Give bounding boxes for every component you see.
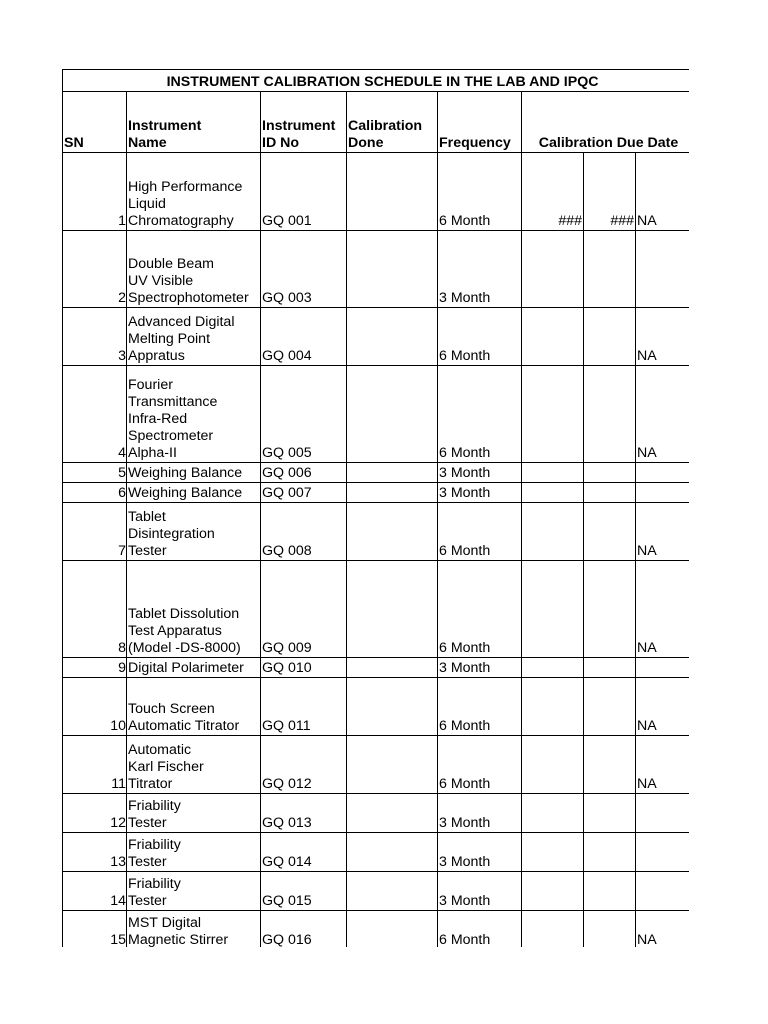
cell-instrument-name[interactable]: High Performance Liquid Chromatography (127, 153, 261, 231)
cell-instrument-name[interactable]: Digital Polarimeter (127, 658, 261, 678)
cell-calibration-done[interactable] (347, 153, 438, 231)
cell-frequency[interactable]: 3 Month (438, 794, 522, 833)
header-instrument-id: Instrument ID No (261, 92, 347, 153)
cell-sn[interactable]: 7 (63, 503, 127, 561)
cell-due-date-2[interactable] (584, 794, 636, 833)
table-row (63, 794, 690, 833)
cell-sn[interactable]: 9 (63, 658, 127, 678)
cell-frequency[interactable]: 6 Month (438, 678, 522, 736)
cell-due-date-2[interactable] (584, 658, 636, 678)
cell-instrument-id[interactable]: GQ 015 (261, 872, 347, 911)
cell-due-date-1[interactable] (522, 658, 584, 678)
cell-calibration-done[interactable] (347, 231, 438, 308)
cell-due-date-2[interactable] (584, 911, 636, 948)
cell-due-date-2[interactable] (584, 308, 636, 366)
cell-instrument-name[interactable]: Tablet Disintegration Tester (127, 503, 261, 561)
cell-due-date-3[interactable]: NA (636, 561, 690, 658)
cell-due-date-2[interactable] (584, 561, 636, 658)
cell-due-date-1[interactable] (522, 833, 584, 872)
cell-due-date-3[interactable] (636, 794, 690, 833)
table-row (63, 366, 690, 463)
cell-calibration-done[interactable] (347, 678, 438, 736)
cell-calibration-done[interactable] (347, 658, 438, 678)
cell-instrument-id[interactable]: GQ 009 (261, 561, 347, 658)
cell-instrument-name[interactable]: Tablet Dissolution Test Apparatus (Model -DS-8000) (127, 561, 261, 658)
table-row (63, 483, 690, 503)
table-row (63, 308, 690, 366)
cell-frequency[interactable]: 6 Month (438, 736, 522, 794)
cell-due-date-1[interactable] (522, 911, 584, 948)
cell-frequency[interactable]: 3 Month (438, 658, 522, 678)
cell-due-date-3[interactable] (636, 231, 690, 308)
cell-sn[interactable]: 2 (63, 231, 127, 308)
cell-frequency[interactable]: 6 Month (438, 308, 522, 366)
cell-due-date-3[interactable]: NA (636, 308, 690, 366)
cell-sn[interactable]: 4 (63, 366, 127, 463)
header-calibration-done: Calibration Done (347, 92, 438, 153)
cell-instrument-id[interactable]: GQ 011 (261, 678, 347, 736)
cell-frequency[interactable]: 6 Month (438, 503, 522, 561)
cell-instrument-name[interactable]: Fourier Transmittance Infra-Red Spectrometer Alpha-II (127, 366, 261, 463)
cell-due-date-3[interactable]: NA (636, 153, 690, 231)
cell-due-date-1[interactable]: ### (522, 153, 584, 231)
table-row (63, 231, 690, 308)
cell-instrument-name[interactable]: Weighing Balance (127, 483, 261, 503)
cell-due-date-1[interactable] (522, 483, 584, 503)
cell-sn[interactable]: 14 (63, 872, 127, 911)
cell-instrument-name[interactable]: Advanced Digital Melting Point Appratus (127, 308, 261, 366)
cell-sn[interactable]: 5 (63, 463, 127, 483)
cell-due-date-1[interactable] (522, 794, 584, 833)
cell-due-date-1[interactable] (522, 503, 584, 561)
cell-due-date-3[interactable] (636, 463, 690, 483)
cell-frequency[interactable]: 6 Month (438, 153, 522, 231)
header-row (63, 92, 690, 153)
cell-sn[interactable]: 1 (63, 153, 127, 231)
cell-instrument-name[interactable]: Automatic Karl Fischer Titrator (127, 736, 261, 794)
table-row (63, 833, 690, 872)
cell-sn[interactable]: 15 (63, 911, 127, 948)
cell-due-date-3[interactable] (636, 833, 690, 872)
table-row (63, 911, 690, 948)
cell-due-date-2[interactable] (584, 483, 636, 503)
cell-sn[interactable]: 6 (63, 483, 127, 503)
cell-instrument-id[interactable]: GQ 003 (261, 231, 347, 308)
cell-due-date-2[interactable]: ### (584, 153, 636, 231)
cell-due-date-2[interactable] (584, 736, 636, 794)
cell-due-date-1[interactable] (522, 366, 584, 463)
cell-calibration-done[interactable] (347, 911, 438, 948)
cell-calibration-done[interactable] (347, 463, 438, 483)
cell-due-date-1[interactable] (522, 736, 584, 794)
cell-frequency[interactable]: 6 Month (438, 366, 522, 463)
cell-frequency[interactable]: 6 Month (438, 911, 522, 948)
cell-instrument-name[interactable]: Friability Tester (127, 872, 261, 911)
cell-instrument-id[interactable]: GQ 010 (261, 658, 347, 678)
cell-due-date-2[interactable] (584, 366, 636, 463)
cell-instrument-id[interactable]: GQ 006 (261, 463, 347, 483)
header-instrument-name: Instrument Name (127, 92, 261, 153)
cell-sn[interactable]: 11 (63, 736, 127, 794)
cell-instrument-id[interactable]: GQ 001 (261, 153, 347, 231)
cell-calibration-done[interactable] (347, 794, 438, 833)
cell-sn[interactable]: 8 (63, 561, 127, 658)
calibration-table (62, 69, 689, 947)
cell-instrument-id[interactable]: GQ 013 (261, 794, 347, 833)
cell-instrument-id[interactable]: GQ 008 (261, 503, 347, 561)
cell-sn[interactable]: 3 (63, 308, 127, 366)
cell-calibration-done[interactable] (347, 736, 438, 794)
cell-due-date-2[interactable] (584, 231, 636, 308)
table-row (63, 561, 690, 658)
cell-sn[interactable]: 10 (63, 678, 127, 736)
cell-instrument-name[interactable]: Weighing Balance (127, 463, 261, 483)
cell-instrument-name[interactable]: Friability Tester (127, 833, 261, 872)
cell-due-date-3[interactable] (636, 483, 690, 503)
cell-instrument-name[interactable]: Double Beam UV Visible Spectrophotometer (127, 231, 261, 308)
table-row (63, 463, 690, 483)
header-calibration-due-date: Calibration Due Date (522, 92, 690, 153)
cell-calibration-done[interactable] (347, 503, 438, 561)
cell-due-date-1[interactable] (522, 561, 584, 658)
sheet-title: INSTRUMENT CALIBRATION SCHEDULE IN THE LAB AND IPQC (63, 70, 690, 92)
cell-frequency[interactable]: 3 Month (438, 872, 522, 911)
cell-instrument-id[interactable]: GQ 005 (261, 366, 347, 463)
table-row (63, 503, 690, 561)
table-row (63, 736, 690, 794)
spreadsheet (62, 69, 689, 947)
cell-due-date-2[interactable] (584, 833, 636, 872)
cell-calibration-done[interactable] (347, 833, 438, 872)
cell-calibration-done[interactable] (347, 483, 438, 503)
cell-instrument-id[interactable]: GQ 004 (261, 308, 347, 366)
cell-due-date-2[interactable] (584, 463, 636, 483)
cell-sn[interactable]: 13 (63, 833, 127, 872)
cell-frequency[interactable]: 3 Month (438, 483, 522, 503)
cell-due-date-3[interactable] (636, 658, 690, 678)
cell-due-date-1[interactable] (522, 678, 584, 736)
cell-due-date-1[interactable] (522, 231, 584, 308)
cell-instrument-name[interactable]: Touch Screen Automatic Titrator (127, 678, 261, 736)
cell-due-date-1[interactable] (522, 308, 584, 366)
cell-frequency[interactable]: 3 Month (438, 833, 522, 872)
cell-due-date-3[interactable] (636, 872, 690, 911)
cell-due-date-3[interactable]: NA (636, 366, 690, 463)
cell-sn[interactable]: 12 (63, 794, 127, 833)
cell-instrument-id[interactable]: GQ 012 (261, 736, 347, 794)
cell-due-date-2[interactable] (584, 872, 636, 911)
cell-instrument-id[interactable]: GQ 014 (261, 833, 347, 872)
title-row (63, 70, 690, 92)
cell-frequency[interactable]: 3 Month (438, 463, 522, 483)
cell-due-date-3[interactable]: NA (636, 503, 690, 561)
table-row (63, 872, 690, 911)
cell-due-date-2[interactable] (584, 678, 636, 736)
cell-instrument-id[interactable]: GQ 007 (261, 483, 347, 503)
table-row (63, 678, 690, 736)
cell-instrument-id[interactable]: GQ 016 (261, 911, 347, 948)
cell-frequency[interactable]: 3 Month (438, 231, 522, 308)
header-frequency: Frequency (438, 92, 522, 153)
cell-due-date-1[interactable] (522, 463, 584, 483)
cell-due-date-3[interactable]: NA (636, 911, 690, 948)
cell-due-date-2[interactable] (584, 503, 636, 561)
cell-calibration-done[interactable] (347, 366, 438, 463)
cell-frequency[interactable]: 6 Month (438, 561, 522, 658)
cell-due-date-3[interactable]: NA (636, 736, 690, 794)
cell-instrument-name[interactable]: Friability Tester (127, 794, 261, 833)
header-sn: SN (63, 92, 127, 153)
cell-calibration-done[interactable] (347, 308, 438, 366)
cell-calibration-done[interactable] (347, 561, 438, 658)
table-row (63, 658, 690, 678)
table-row (63, 153, 690, 231)
cell-due-date-3[interactable]: NA (636, 678, 690, 736)
cell-calibration-done[interactable] (347, 872, 438, 911)
cell-due-date-1[interactable] (522, 872, 584, 911)
cell-instrument-name[interactable]: MST Digital Magnetic Stirrer (127, 911, 261, 948)
